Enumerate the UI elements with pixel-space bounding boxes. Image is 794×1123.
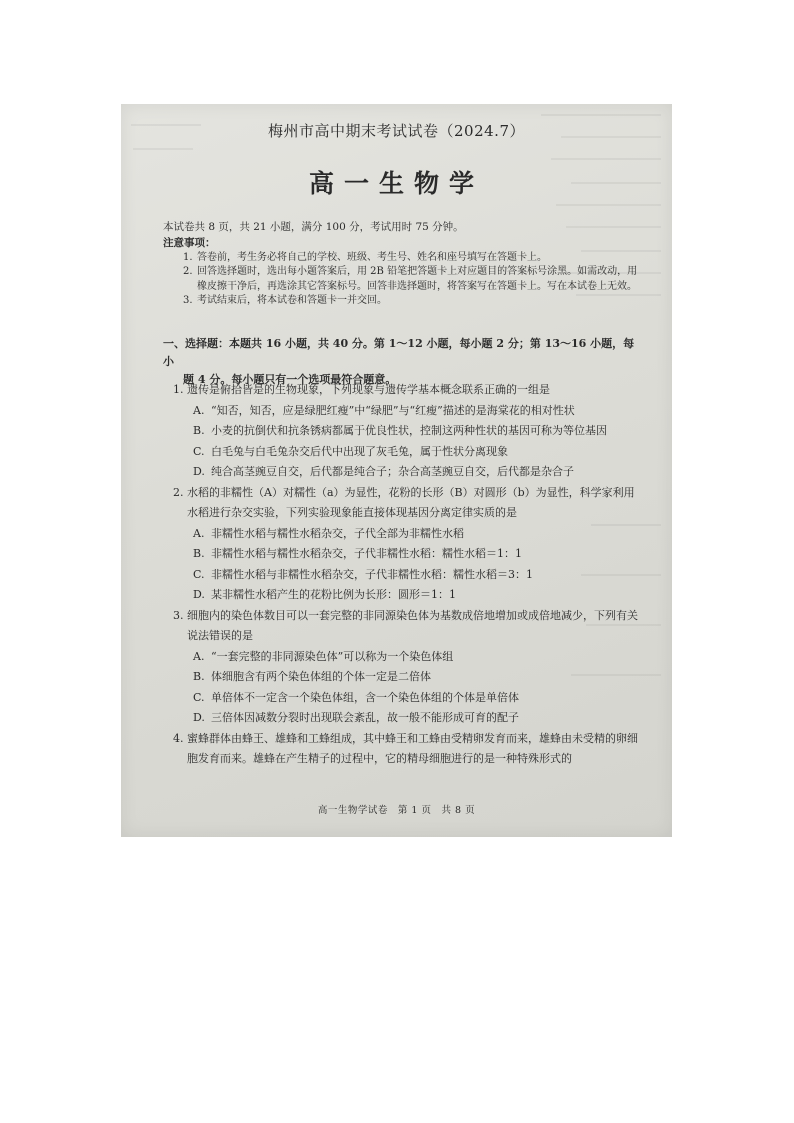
- option-label: A.: [193, 526, 205, 540]
- notice-item: [183, 265, 638, 294]
- option-label: C.: [193, 567, 205, 581]
- exam-intro: 本试卷共 8 页，共 21 小题，满分 100 分，考试用时 75 分钟。: [163, 221, 464, 233]
- question-number: 4.: [173, 731, 184, 745]
- question-stem: 水稻的非糯性（A）对糯性（a）为显性，花粉的长形（B）对圆形（b）为显性，科学家利用水稻进行杂交实验，下列实验现象能直接体现基因分离定律实质的是: [187, 485, 635, 519]
- question-number: 3.: [173, 608, 184, 622]
- notice-number: 2.: [183, 266, 193, 278]
- option-text: 单倍体不一定含一个染色体组，含一个染色体组的个体是单倍体: [211, 690, 519, 704]
- notice-number: 1.: [183, 252, 193, 263]
- section-heading-line: 一、选择题：本题共 16 小题，共 40 分。第 1～12 小题，每小题 2 分；第 13～16 小题，每小: [163, 337, 635, 368]
- option: [173, 565, 643, 586]
- option-text: 非糯性水稻与非糯性水稻杂交，子代非糯性水稻：糯性水稻＝3：1: [211, 567, 533, 581]
- option-label: D.: [193, 588, 205, 601]
- question-list: [173, 380, 643, 770]
- option-label: B.: [193, 670, 205, 683]
- option-text: 某非糯性水稻产生的花粉比例为长形：圆形＝1：1: [211, 588, 456, 601]
- option-label: B.: [193, 547, 205, 560]
- question-number: 1.: [173, 383, 184, 396]
- notice-text: 答卷前，考生务必将自己的学校、班级、考生号、姓名和座号填写在答题卡上。: [197, 252, 547, 263]
- question-3: [173, 606, 643, 729]
- option-label: C.: [193, 690, 205, 704]
- question-4: [173, 729, 643, 770]
- option: [173, 442, 643, 463]
- option: [173, 524, 643, 545]
- option-text: 体细胞含有两个染色体组的个体一定是二倍体: [211, 670, 431, 683]
- option: [173, 585, 643, 606]
- option: [173, 647, 643, 668]
- exam-title: 高一生物学: [308, 169, 484, 198]
- question-stem: 蜜蜂群体由蜂王、雄蜂和工蜂组成，其中蜂王和工蜂由受精卵发育而来，雄蜂由未受精的卵细胞发育而来。雄蜂在产生精子的过程中，它的精母细胞进行的是一种特殊形式的: [187, 731, 638, 765]
- exam-header: 梅州市高中期末考试试卷（2024.7）: [268, 122, 525, 140]
- exam-photo: [121, 104, 672, 837]
- question-2: [173, 483, 643, 606]
- notice-item: [183, 294, 638, 308]
- option-text: 非糯性水稻与糯性水稻杂交，子代全部为非糯性水稻: [211, 526, 464, 540]
- question-1: [173, 380, 643, 483]
- notice-text: 考试结束后，将本试卷和答题卡一并交回。: [197, 294, 387, 306]
- option: [173, 421, 643, 442]
- option: [173, 401, 643, 422]
- notice-list: [183, 251, 638, 308]
- question-number: 2.: [173, 485, 184, 499]
- question-stem: 遗传是俯拾皆是的生物现象，下列现象与遗传学基本概念联系正确的一组是: [187, 383, 550, 396]
- option-text: “一套完整的非同源染色体”可以称为一个染色体组: [211, 649, 454, 663]
- option-text: “知否，知否，应是绿肥红瘦”中“绿肥”与“红瘦”描述的是海棠花的相对性状: [211, 403, 575, 417]
- page-footer: 高一生物学试卷 第 1 页 共 8 页: [317, 805, 476, 816]
- option: [173, 462, 643, 483]
- option-text: 三倍体因减数分裂时出现联会紊乱，故一般不能形成可育的配子: [211, 711, 519, 724]
- option-label: B.: [193, 424, 205, 437]
- option-label: D.: [193, 711, 205, 724]
- option-text: 纯合高茎豌豆自交，后代都是纯合子；杂合高茎豌豆自交，后代都是杂合子: [211, 465, 574, 478]
- option: [173, 688, 643, 709]
- option-text: 小麦的抗倒伏和抗条锈病都属于优良性状，控制这两种性状的基因可称为等位基因: [211, 424, 607, 437]
- option-text: 非糯性水稻与糯性水稻杂交，子代非糯性水稻：糯性水稻＝1：1: [211, 547, 522, 560]
- option-label: C.: [193, 444, 205, 458]
- question-stem: 细胞内的染色体数目可以一套完整的非同源染色体为基数成倍地增加或成倍地减少，下列有关说法错误的是: [187, 608, 638, 642]
- section-heading-line: 题 4 分。每小题只有一个选项最符合题意。: [183, 373, 397, 386]
- option-label: A.: [193, 403, 205, 417]
- notice-label: 注意事项：: [163, 237, 216, 249]
- notice-text: 回答选择题时，选出每小题答案后，用 2B 铅笔把答题卡上对应题目的答案标号涂黑。如需改动，用橡皮擦干净后，再选涂其它答案标号。回答非选择题时，将答案写在答题卡上。写在本试卷上无效。: [197, 266, 638, 292]
- notice-number: 3.: [183, 294, 193, 306]
- option: [173, 708, 643, 729]
- option: [173, 667, 643, 688]
- notice-item: [183, 251, 638, 265]
- option: [173, 544, 643, 565]
- option-label: D.: [193, 465, 205, 478]
- option-label: A.: [193, 649, 205, 663]
- option-text: 白毛兔与白毛兔杂交后代中出现了灰毛兔，属于性状分离现象: [211, 444, 508, 458]
- exam-page: [121, 104, 672, 837]
